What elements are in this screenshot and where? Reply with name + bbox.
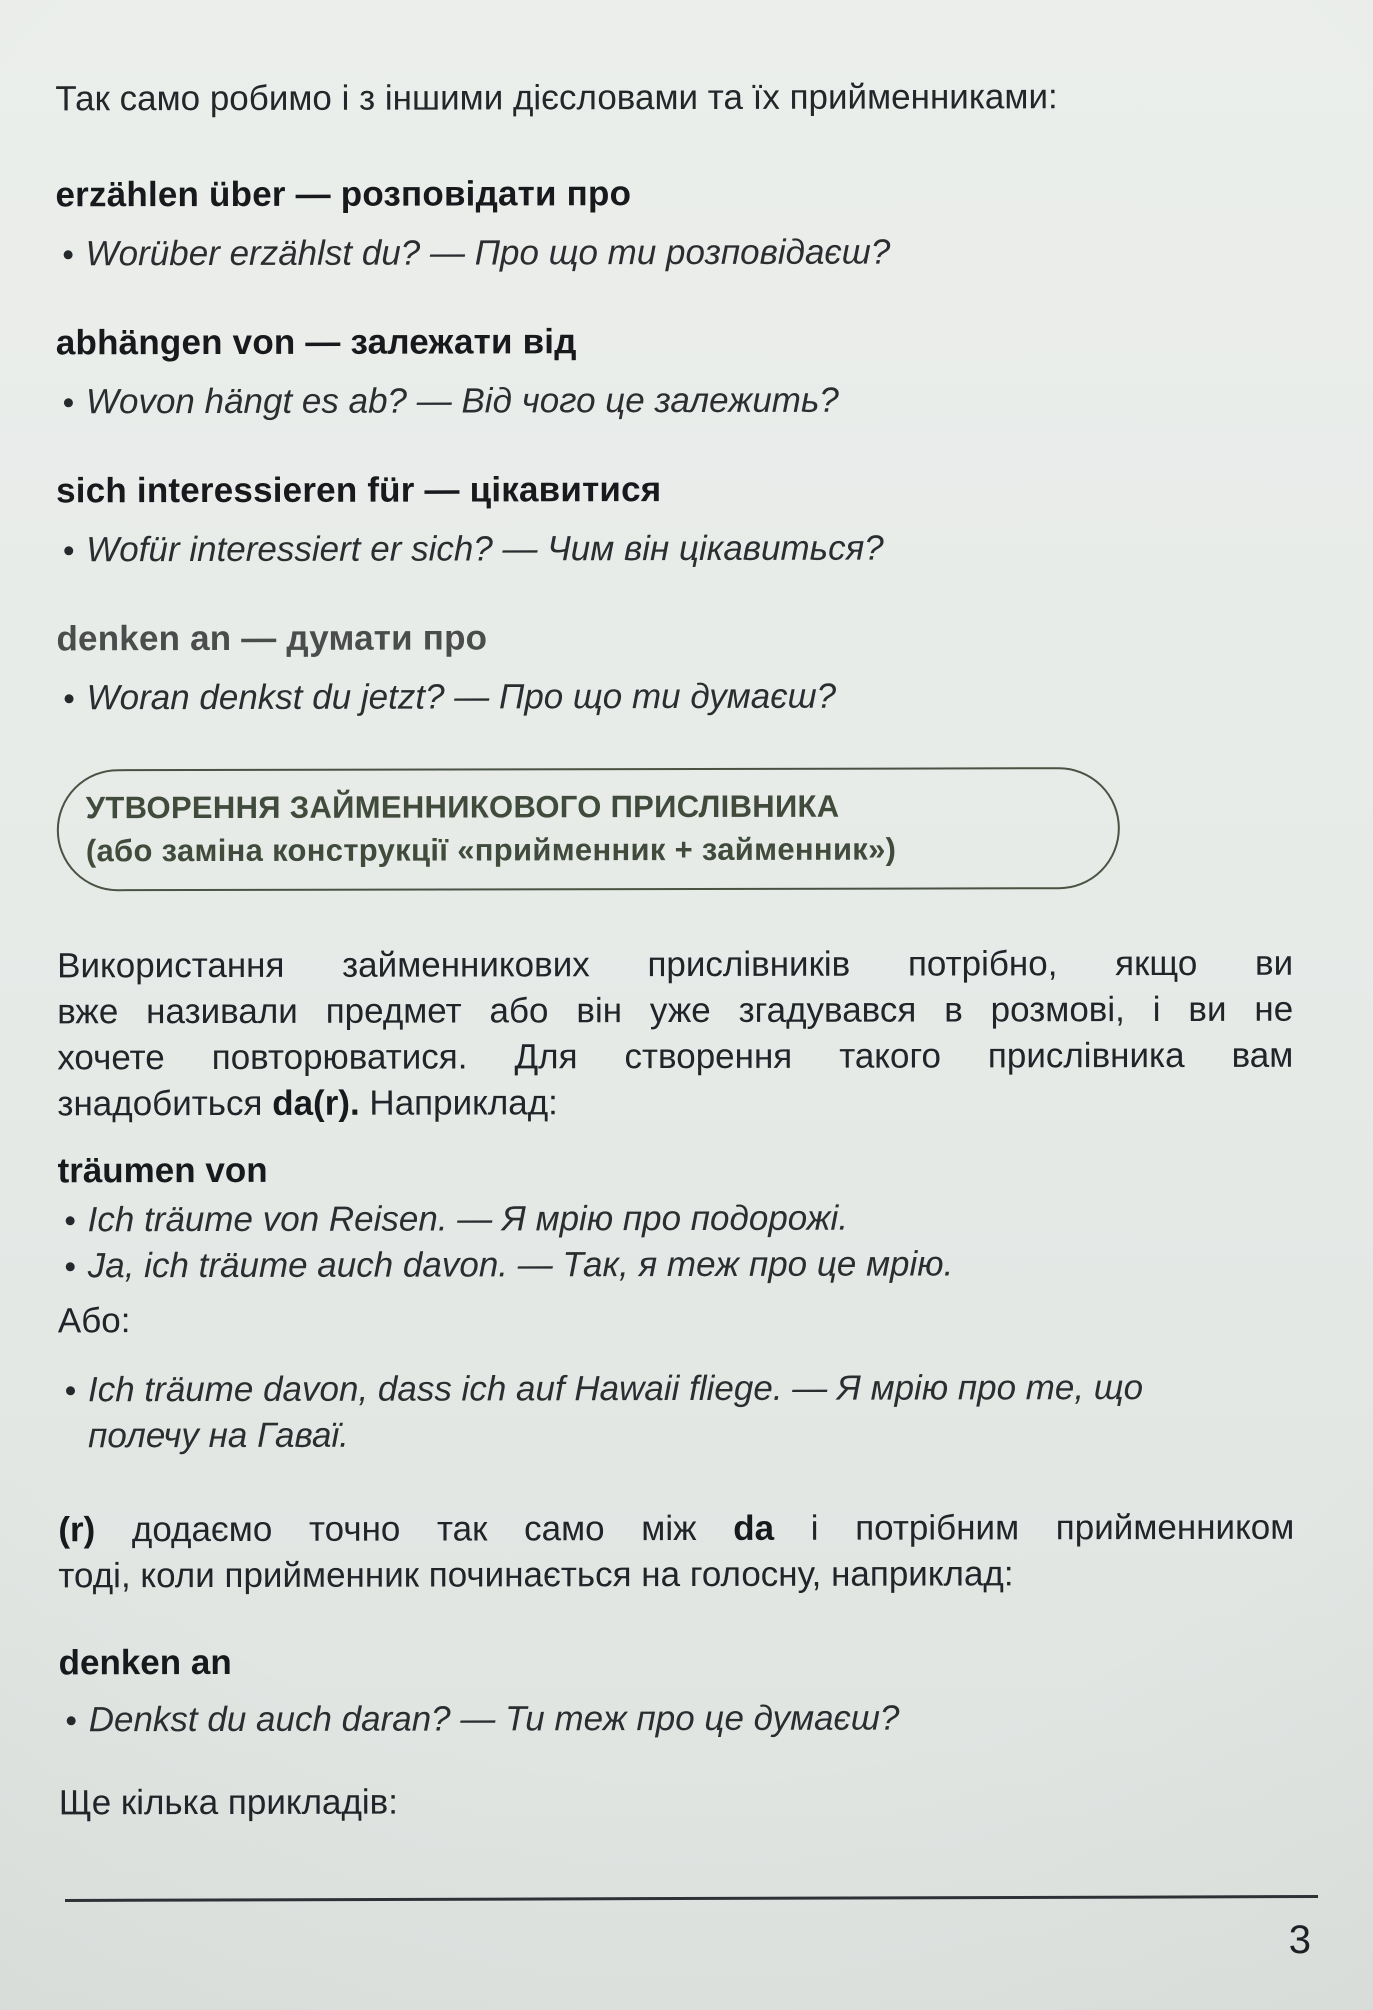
example-text: Ja, ich träume auch davon. — Так, я теж про це мрію. <box>87 1244 954 1286</box>
paragraph-text: знадобиться <box>57 1083 273 1124</box>
paragraph-line: Використання займенникових прислівників потрібно, якщо ви <box>57 943 1294 986</box>
footer-rule <box>65 1895 1318 1902</box>
bullet-dot <box>64 546 73 555</box>
example-line: полечу на Гаваї. <box>88 1415 349 1456</box>
more-examples-label: Ще кілька прикладів: <box>58 1782 399 1823</box>
paragraph-line <box>58 1505 1294 1554</box>
paragraph-line: вже називали предмет або він уже згадувався в розмові, і ви не <box>57 989 1294 1032</box>
example-text: Wovon hängt es ab? — Від чого це залежить? <box>85 380 839 422</box>
bullet-dot <box>66 1386 75 1395</box>
section-title-line2: (або заміна конструкції «прийменник + займенник») <box>85 831 897 869</box>
example-item <box>58 1195 1294 1244</box>
example-item-hawaii <box>58 1365 1294 1460</box>
example-text: Denkst du auch daran? — Ти теж про це думаєш? <box>88 1698 900 1740</box>
paragraph-line: тоді, коли прийменник починається на голосну, наприклад: <box>58 1554 1014 1596</box>
paragraph-text: додаємо точно так само між <box>95 1508 734 1550</box>
bullet-dot <box>66 1216 75 1225</box>
bullet-dot <box>66 1262 75 1271</box>
bullet-dot <box>65 694 74 703</box>
page-number: 3 <box>1288 1918 1311 1962</box>
bullet-dot <box>67 1716 76 1725</box>
paragraph-text: і потрібним прийменником <box>774 1507 1295 1548</box>
paragraph-text: Наприклад: <box>359 1083 558 1123</box>
verb-heading: abhängen von — залежати від <box>55 322 577 363</box>
bullet-dot <box>64 250 73 259</box>
verb-group-interessieren <box>56 467 1292 574</box>
or-label: Або: <box>57 1301 131 1341</box>
example-item <box>56 377 1292 426</box>
example-text: Woran denkst du jetzt? — Про що ти думаєш? <box>86 676 837 718</box>
verb-group-denken <box>56 615 1292 722</box>
verb-heading: erzählen über — розповідати про <box>55 174 632 215</box>
bullet-dot <box>64 398 73 407</box>
paragraph-line: хочете повторюватися. Для створення такого прислівника вам <box>57 1035 1294 1078</box>
traeumen-heading: träumen von <box>57 1150 268 1191</box>
example-item <box>58 1241 1294 1290</box>
example-line: Ich träume davon, dass ich auf Hawaii fliege. — Я мрію про те, що <box>87 1368 1144 1410</box>
r-rule-paragraph <box>58 1505 1294 1600</box>
example-text <box>88 1365 1294 1460</box>
section-title-line1: УТВОРЕННЯ ЗАЙМЕННИКОВОГО ПРИСЛІВНИКА <box>85 788 840 826</box>
example-text: Wofür interessiert er sich? — Чим він цікавиться? <box>86 528 884 570</box>
example-item <box>56 229 1292 278</box>
highlight-dar: da(r). <box>272 1083 360 1123</box>
usage-paragraph <box>57 941 1293 1128</box>
intro-text: Так само робимо і з іншими дієсловами та їх прийменниками: <box>55 77 1058 119</box>
highlight-r: (r) <box>58 1510 96 1550</box>
denken-heading: denken an <box>58 1642 232 1683</box>
example-text: Worüber erzählst du? — Про що ти розповідаєш? <box>85 232 891 274</box>
verb-group-abhaengen <box>56 319 1292 426</box>
highlight-da: da <box>733 1508 775 1548</box>
verb-group-erzaehlen <box>55 171 1291 278</box>
example-item <box>59 1695 1295 1744</box>
example-item <box>57 673 1293 722</box>
example-item <box>56 525 1292 574</box>
verb-heading: sich interessieren für — цікавитися <box>56 470 662 511</box>
example-text: Ich träume von Reisen. — Я мрію про подорожі. <box>87 1198 849 1240</box>
verb-heading: denken an — думати про <box>56 618 488 659</box>
paragraph-line <box>57 1079 1293 1128</box>
section-title-box <box>57 767 1120 891</box>
